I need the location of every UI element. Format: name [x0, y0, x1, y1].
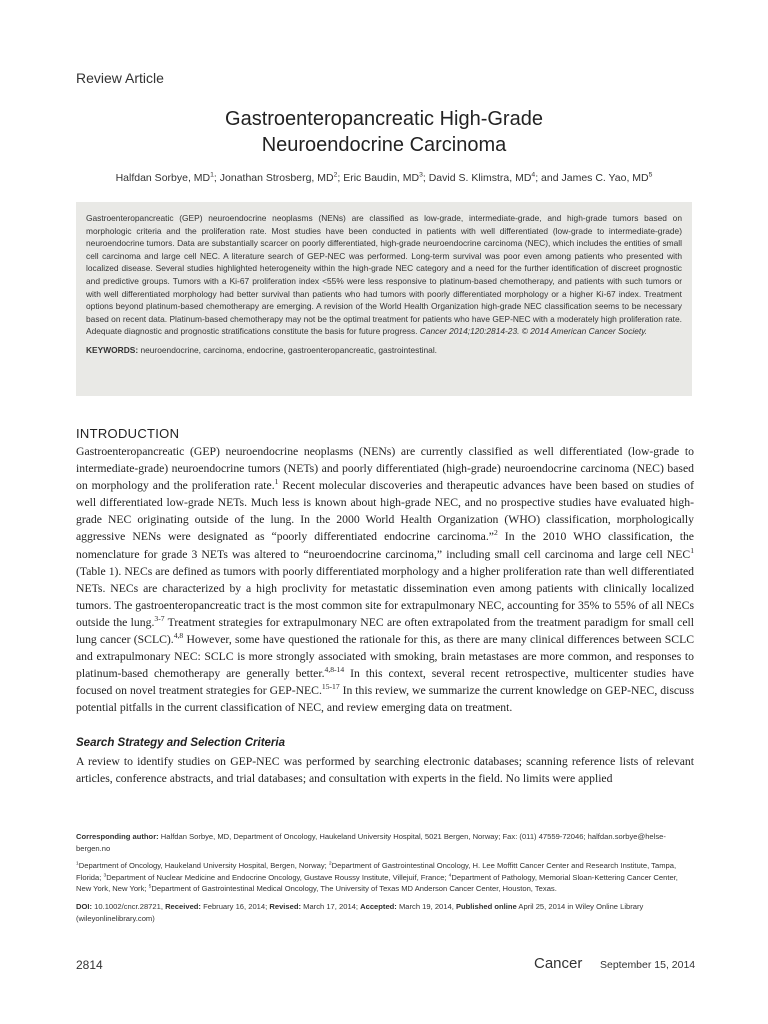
citation-sup: 1 [690, 545, 694, 555]
affiliation-text: Department of Oncology, Haukeland University Hospital, Bergen, Norway; [78, 861, 329, 871]
affiliation-sup: 1 [76, 861, 79, 867]
author-separator: ; [337, 172, 344, 184]
page-number: 2814 [76, 958, 103, 972]
affiliation-text: Department of Pathology, Memorial Sloan-Kettering Cancer Center, New York, New York; [76, 872, 678, 894]
author-affiliation-sup: 1 [210, 171, 214, 179]
affiliation-text: Department of Gastrointestinal Medical Oncology, The University of Texas MD Anderson Cancer Center, Houston, Texas. [151, 884, 557, 894]
author-name: Eric Baudin, MD [343, 172, 420, 184]
author-name: James C. Yao, MD [561, 172, 649, 184]
citation-sup: 2 [493, 528, 498, 538]
affiliation-sup: 2 [328, 861, 332, 867]
paragraph-text: Gastroenteropancreatic (GEP) neuroendocrine neoplasms (NENs) are currently classified as well differentiated (low-grade to intermediate-grade) neuroendocrine tumors (NETs) and poorly differentiated (high-grade) neuroendocrine carcinoma (NEC) based on morphology and the proliferation rate. [76, 445, 694, 493]
doi-label: Accepted: [360, 901, 397, 911]
doi-label: DOI: [76, 901, 93, 911]
author-affiliation-sup: 2 [333, 171, 338, 179]
footnotes [76, 831, 694, 930]
subheading-search-strategy: Search Strategy and Selection Criteria [76, 737, 285, 749]
doi-label: Received: [165, 901, 201, 911]
paragraph-text: In the 2010 WHO classification, the nomenclature for grade 3 NETs was altered to “neuroendocrine carcinoma,” including small cell carcinoma and large cell NEC [76, 530, 694, 561]
introduction-paragraph [76, 443, 694, 717]
author-separator: ; [213, 172, 220, 184]
doi-text: 10.1002/cncr.28721, [92, 901, 166, 911]
doi-text: March 19, 2014, [396, 901, 456, 911]
issue-date: September 15, 2014 [600, 959, 696, 971]
affiliation-text: Department of Gastrointestinal Oncology, H. Lee Moffitt Cancer Center and Research Institute, Tampa, Florida; [76, 861, 677, 882]
author-affiliation-sup: 3 [419, 171, 423, 179]
abstract-box [76, 202, 692, 396]
affiliation-text: Department of Nuclear Medicine and Endocrine Oncology, Gustave Roussy Institute, Villejuif, France; [106, 872, 449, 882]
affiliation-sup: 5 [148, 884, 152, 890]
citation-sup: 4,8 [173, 631, 184, 641]
citation-sup: 15-17 [321, 682, 340, 692]
paragraph-text: In this review, we summarize the current knowledge on GEP-NEC, discuss potential pitfalls in the current classification of NEC, and review emerging data on treatment. [76, 684, 694, 715]
search-strategy-paragraph: A review to identify studies on GEP-NEC was performed by searching electronic databases; scanning reference lists of relevant articles, conference abstracts, and trial databases; and consultation with experts in the field. No limits were applied [76, 755, 694, 786]
keywords-text: neuroendocrine, carcinoma, endocrine, gastroenteropancreatic, gastrointestinal. [140, 344, 438, 355]
author-affiliation-sup: 5 [648, 171, 653, 179]
article-type: Review Article [76, 70, 164, 86]
doi-text: April 25, 2014 in Wiley Online Library (wileyonlinelibrary.com) [76, 901, 644, 923]
author-separator: ; [422, 172, 429, 184]
paragraph-text: Recent molecular discoveries and therapeutic advances have been based on studies of well differentiated low-grade NETs. Much less is known about high-grade NEC, and no prospective studies have evaluated high-grade NEC originating outside of the lung. In the 2000 World Health Organization (WHO) classification, morphologically aggressive NENs were designated as “poorly differentiated endocrine carcinoma.” [76, 479, 695, 544]
abstract [86, 212, 682, 338]
doi-label: Published online [455, 901, 517, 911]
doi-text: February 16, 2014; [200, 901, 270, 911]
article-title [76, 106, 692, 158]
author-affiliation-sup: 4 [531, 171, 536, 179]
corresponding-text: Halfdan Sorbye, MD, Department of Oncology, Haukeland University Hospital, 5021 Bergen, Norway; Fax: (011) 47559-72046; halfdan.sorbye@helse-bergen.no [76, 832, 666, 853]
abstract-text: Gastroenteropancreatic (GEP) neuroendocrine neoplasms (NENs) are classified as low-grade, intermediate-grade, and high-grade tumors based on morphologic criteria and the proliferation rate. Most studies have been conducted in patients with well differentiated (low-grade to intermediate-grade) neuroendocrine tumors. Data are substantially scarcer on poorly differentiated, high-grade neuroendocrine carcinoma (NEC), which includes the entities of small cell carcinoma and large cell NEC. A literature search of GEP-NEC was performed. Long-term survival was poor even among patients who presented with localized disease. Several studies highlighted heterogeneity within the high-grade NEC category and a need for the further identification of discreet prognostic and predictive groups. Tumors with a Ki-67 proliferation index <55% were less responsive to platinum-based chemotherapy, and patients with such tumors or with well differentiated morphology had better survival than patients who had tumors with poorly differentiated morphology or a higher Ki-67 index. Treatment options beyond platinum-based chemotherapy are emerging. A revision of the World Health Organization high-grade NEC classification seems to be necessary based on recent data. Platinum-based chemotherapy may not be the optimal treatment for patients who have GEP-NEC with a moderately high proliferation rate. Adequate diagnostic and prognostic stratifications constitute the basis for future progress. [86, 213, 682, 337]
journal-name: Cancer [534, 955, 583, 972]
citation-sup: 3-7 [154, 614, 165, 624]
author-name: Jonathan Strosberg, MD [219, 172, 334, 184]
doi-line [76, 901, 694, 924]
affiliation-sup: 4 [448, 873, 452, 879]
keywords [86, 344, 682, 357]
doi-label: Revised: [269, 901, 302, 911]
affiliations [76, 860, 694, 895]
affiliation-sup: 3 [103, 873, 107, 879]
title-line-1: Gastroenteropancreatic High-Grade [225, 108, 543, 130]
corresponding-author [76, 831, 694, 854]
paragraph-text: (Table 1). NECs are defined as tumors with poorly differentiated morphology and a higher proliferation rate than well differentiated NETs. NECs are characterized by a high proclivity for metastatic dissemination even among patients with clinically localized tumors. The gastroenteropancreatic tract is the most common site for extrapulmonary NEC, accounting for 35% to 55% of all NECs outside the lung. [76, 564, 694, 629]
author-list [76, 172, 692, 184]
keywords-label: KEYWORDS: [86, 344, 139, 355]
section-heading-introduction: INTRODUCTION [76, 426, 180, 441]
author-name: David S. Klimstra, MD [428, 172, 532, 184]
abstract-copyright: © 2014 American Cancer Society. [521, 326, 648, 337]
citation-sup: 4,8-14 [324, 665, 345, 675]
paragraph-text: However, some have questioned the rationale for this, as there are many clinical differences between SCLC and extrapulmonary NEC: SCLC is more strongly associated with smoking, brain metastases are more common, and responses to platinum-based chemotherapy are generally better. [76, 633, 695, 681]
title-line-2: Neuroendocrine Carcinoma [261, 134, 507, 156]
paragraph-text: Treatment strategies for extrapulmonary NEC are often extrapolated from the treatment paradigm for small cell lung cancer (SCLC). [76, 615, 694, 647]
author-separator: ; and [535, 172, 562, 184]
paragraph-text: In this context, several recent retrospective, multicenter studies have focused on novel treatment strategies for GEP-NEC. [76, 667, 694, 698]
author-name: Halfdan Sorbye, MD [115, 172, 211, 184]
corresponding-label: Corresponding author: [76, 832, 159, 841]
doi-text: March 17, 2014; [301, 901, 361, 911]
abstract-citation: Cancer 2014;120:2814-23. [419, 326, 520, 337]
citation-sup: 1 [274, 477, 279, 487]
